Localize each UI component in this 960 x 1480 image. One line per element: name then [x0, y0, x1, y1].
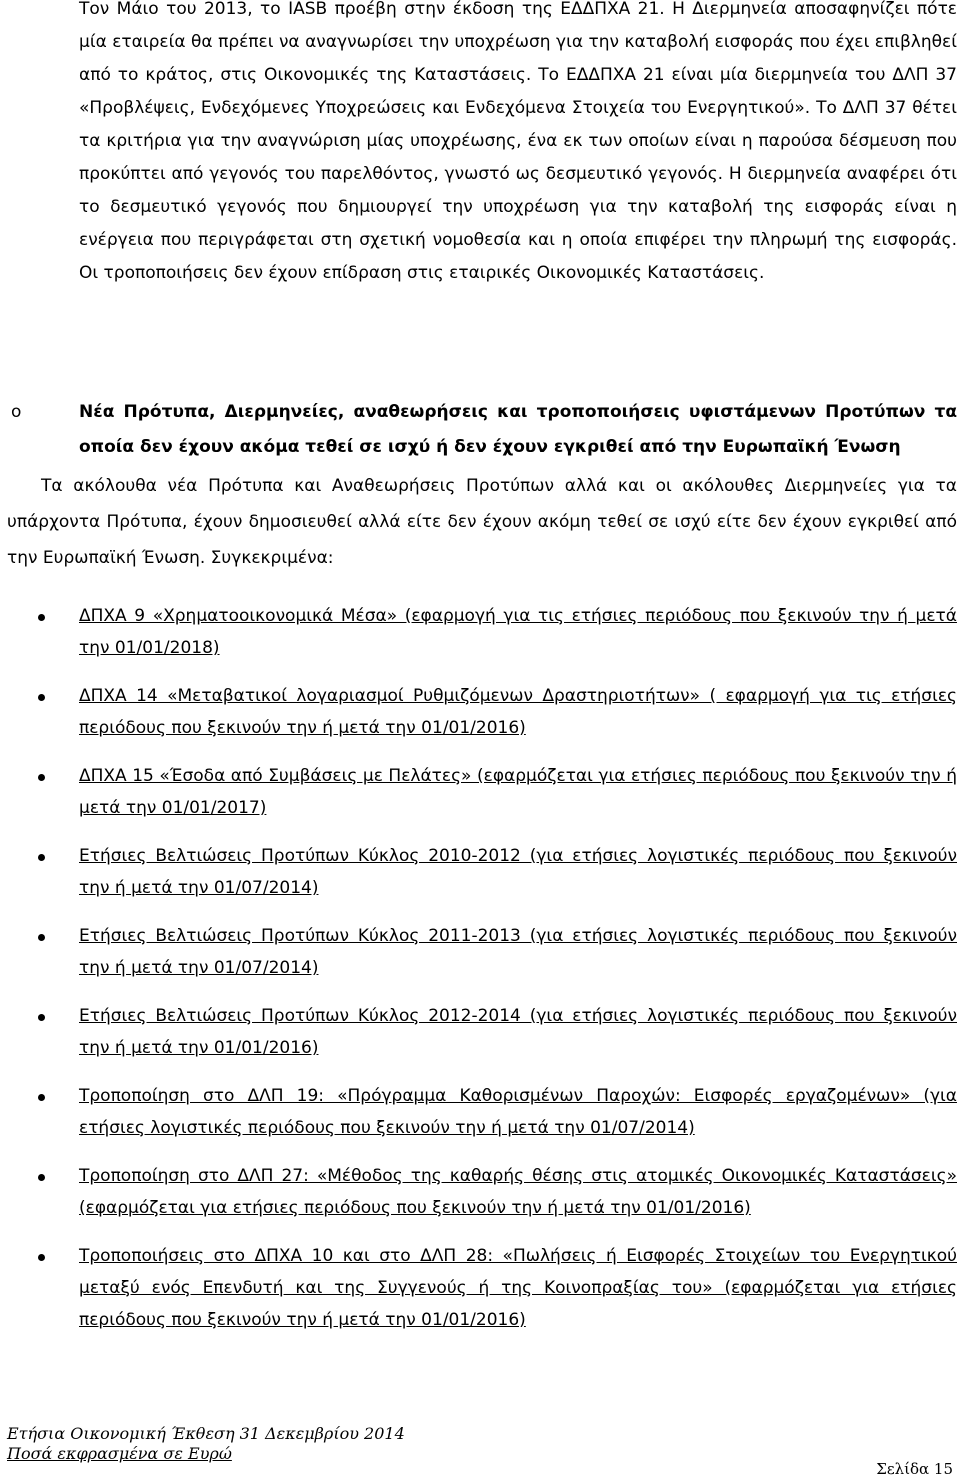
- bullet-icon: [38, 774, 45, 781]
- list-item-text: Ετήσιες Βελτιώσεις Προτύπων Κύκλος 2010-2012 (για ετήσιες λογιστικές περιόδους που ξεκινούν την ή μετά την 01/07/2014): [79, 846, 957, 898]
- bullet-icon: [38, 1174, 45, 1181]
- amounts-note: Ποσά εκφρασμένα σε Ευρώ: [7, 1444, 232, 1463]
- intro-paragraph: Τον Μάιο του 2013, το IASB προέβη στην έκδοση της ΕΔΔΠΧΑ 21. Η Διερμηνεία αποσαφηνίζει πότε μία εταιρεία θα πρέπει να αναγνωρίσει την υποχρέωση για την καταβολή εισφοράς που έχει επιβληθεί από το κράτος, στις Οικονομικές της Καταστάσεις. Το ΕΔΔΠΧΑ 21 είναι μία διερμηνεία του ΔΛΠ 37 «Προβλέψεις, Ενδεχόμενες Υποχρεώσεις και Ενδεχόμενα Στοιχεία του Ενεργητικού». Το ΔΛΠ 37 θέτει τα κριτήρια για την αναγνώριση μίας υποχρέωσης, ένα εκ των οποίων είναι η παρούσα δέσμευση που προκύπτει από γεγονός του παρελθόντος, γνωστό ως δεσμευτικό γεγονός. Η διερμηνεία αναφέρει ότι το δεσμευτικό γεγονός που δημιουργεί την υποχρέωση για την καταβολή της εισφοράς είναι η ενέργεια που περιγράφεται στη σχετική νομοθεσία και η οποία επιφέρει την πληρωμή της εισφοράς. Οι τροποποιήσεις δεν έχουν επίδραση στις εταιρικές Οικονομικές Καταστάσεις.: [79, 0, 957, 283]
- list-item-text: Τροποποιήσεις στο ΔΠΧΑ 10 και στο ΔΛΠ 28: «Πωλήσεις ή Εισφορές Στοιχείων του Ενεργητικού μεταξύ ενός Επενδυτή και της Συγγενούς ή της Κοινοπραξίας του» (εφαρμόζεται για ετήσιες περιόδους που ξεκινούν την ή μετά την 01/01/2016): [79, 1246, 957, 1330]
- list-item-text: ΔΠΧΑ 9 «Χρηματοοικονομικά Μέσα» (εφαρμογή για τις ετήσιες περιόδους που ξεκινούν την ή μετά την 01/01/2018): [79, 606, 957, 658]
- bullet-icon: [38, 1014, 45, 1021]
- section-bullet: o: [11, 402, 22, 422]
- bullet-icon: [38, 694, 45, 701]
- section-heading: [11, 395, 957, 465]
- list-item-text: ΔΠΧΑ 15 «Έσοδα από Συμβάσεις με Πελάτες» (εφαρμόζεται για ετήσιες περιόδους που ξεκινούν την ή μετά την 01/01/2017): [79, 766, 957, 818]
- list-item-text: Ετήσιες Βελτιώσεις Προτύπων Κύκλος 2011-2013 (για ετήσιες λογιστικές περιόδους που ξεκινούν την ή μετά την 01/07/2014): [79, 926, 957, 978]
- bullet-icon: [38, 934, 45, 941]
- section-paragraph: Τα ακόλουθα νέα Πρότυπα και Αναθεωρήσεις Προτύπων αλλά και οι ακόλουθες Διερμηνείες για τα υπάρχοντα Πρότυπα, έχουν δημοσιευθεί αλλά είτε δεν έχουν ακόμη τεθεί σε ισχύ είτε δεν έχουν εγκριθεί από την Ευρωπαϊκή Ένωση. Συγκεκριμένα:: [7, 476, 957, 568]
- list-item-text: Τροποποίηση στο ΔΛΠ 27: «Μέθοδος της καθαρής θέσης στις ατομικές Οικονομικές Καταστάσεις» (εφαρμόζεται για ετήσιες περιόδους που ξεκινούν την ή μετά την 01/01/2016): [79, 1166, 957, 1218]
- bullet-icon: [38, 614, 45, 621]
- section-heading-text: Νέα Πρότυπα, Διερμηνείες, αναθεωρήσεις και τροποποιήσεις υφιστάμενων Προτύπων τα οποία δεν έχουν ακόμα τεθεί σε ισχύ ή δεν έχουν εγκριθεί από την Ευρωπαϊκή Ένωση: [79, 402, 957, 457]
- list-item-text: ΔΠΧΑ 14 «Μεταβατικοί λογαριασμοί Ρυθμιζόμενων Δραστηριοτήτων» ( εφαρμογή για τις ετήσιες περιόδους που ξεκινούν την ή μετά την 01/01/2016): [79, 686, 957, 738]
- page-footer: [7, 1424, 405, 1464]
- bullet-icon: [38, 854, 45, 861]
- page-number: Σελίδα 15: [876, 1460, 953, 1478]
- bullet-icon: [38, 1254, 45, 1261]
- list-item-text: Τροποποίηση στο ΔΛΠ 19: «Πρόγραμμα Καθορισμένων Παροχών: Εισφορές εργαζομένων» (για ετήσιες λογιστικές περιόδους που ξεκινούν την ή μετά την 01/07/2014): [79, 1086, 957, 1138]
- list-item-text: Ετήσιες Βελτιώσεις Προτύπων Κύκλος 2012-2014 (για ετήσιες λογιστικές περιόδους που ξεκινούν την ή μετά την 01/01/2016): [79, 1006, 957, 1058]
- bullet-icon: [38, 1094, 45, 1101]
- report-title: Ετήσια Οικονομική Έκθεση 31 Δεκεμβρίου 2014: [7, 1424, 405, 1443]
